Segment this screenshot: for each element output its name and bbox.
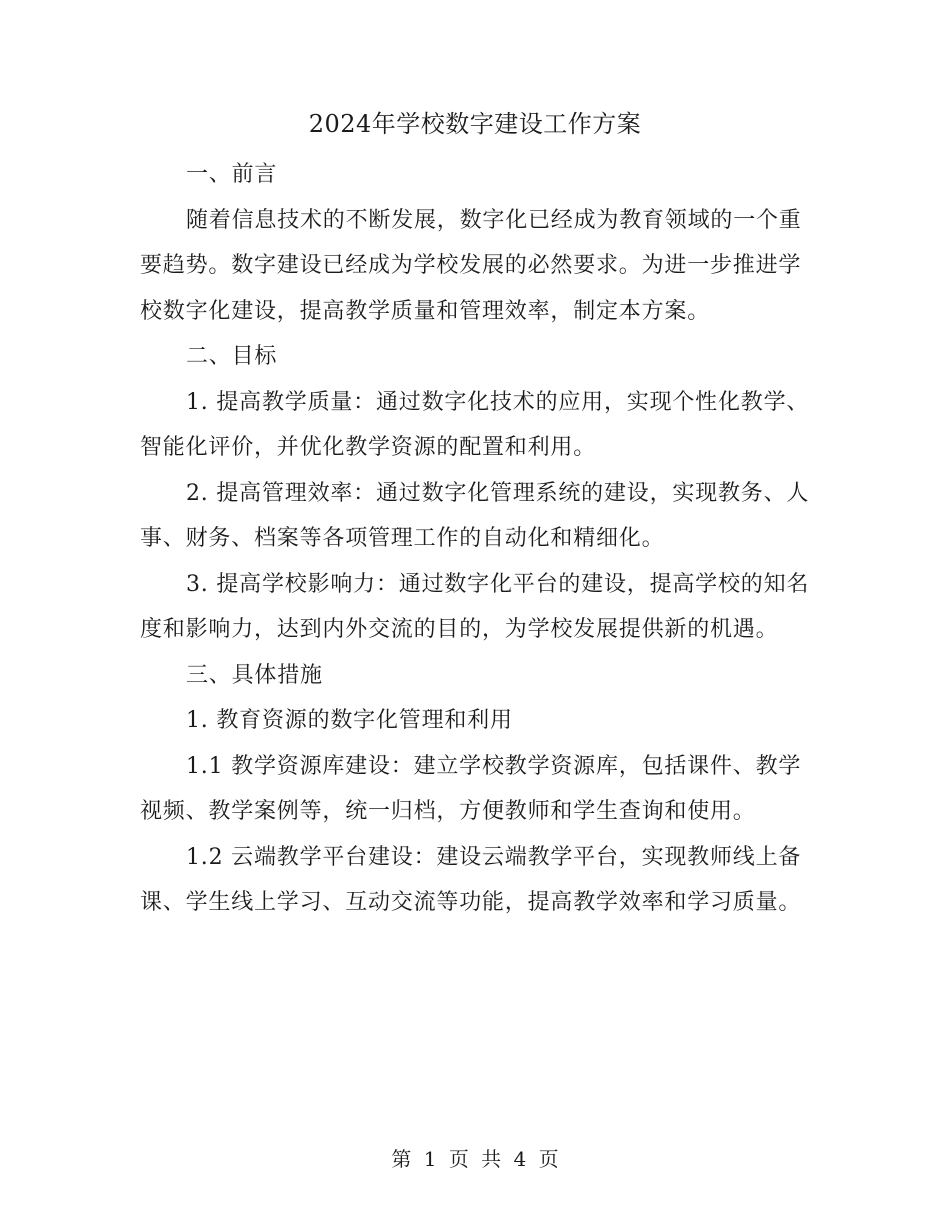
paragraph-preface: 随着信息技术的不断发展，数字化已经成为教育领域的一个重要趋势。数字建设已经成为学校发展的必然要求。为进一步推进学校数字化建设，提高教学质量和管理效率，制定本方案。 [140, 207, 802, 324]
goal-item-3: 3. 提高学校影响力：通过数字化平台的建设，提高学校的知名度和影响力，达到内外交流的目的，为学校发展提供新的机遇。 [140, 571, 810, 642]
document-body [140, 152, 810, 926]
page-footer: 第 1 页 共 4 页 [391, 1147, 559, 1171]
section-heading-preface: 一、前言 [186, 162, 278, 187]
goal-item-2: 2. 提高管理效率：通过数字化管理系统的建设，实现教务、人事、财务、档案等各项管理工作的自动化和精细化。 [140, 480, 810, 551]
measure-item-1-2: 1.2 云端教学平台建设：建设云端教学平台，实现教师线上备课、学生线上学习、互动交流等功能，提高教学效率和学习质量。 [140, 844, 802, 915]
goal-item-1: 1. 提高教学质量：通过数字化技术的应用，实现个性化教学、智能化评价，并优化教学资源的配置和利用。 [140, 389, 810, 460]
measure-item-1-1: 1.1 教学资源库建设：建立学校教学资源库，包括课件、教学视频、教学案例等，统一归档，方便教师和学生查询和使用。 [140, 753, 802, 824]
measure-item-1: 1. 教育资源的数字化管理和利用 [186, 708, 513, 733]
section-heading-measures: 三、具体措施 [186, 662, 323, 688]
document-title: 2024年学校数字建设工作方案 [308, 110, 642, 138]
section-heading-goals: 二、目标 [186, 344, 278, 369]
